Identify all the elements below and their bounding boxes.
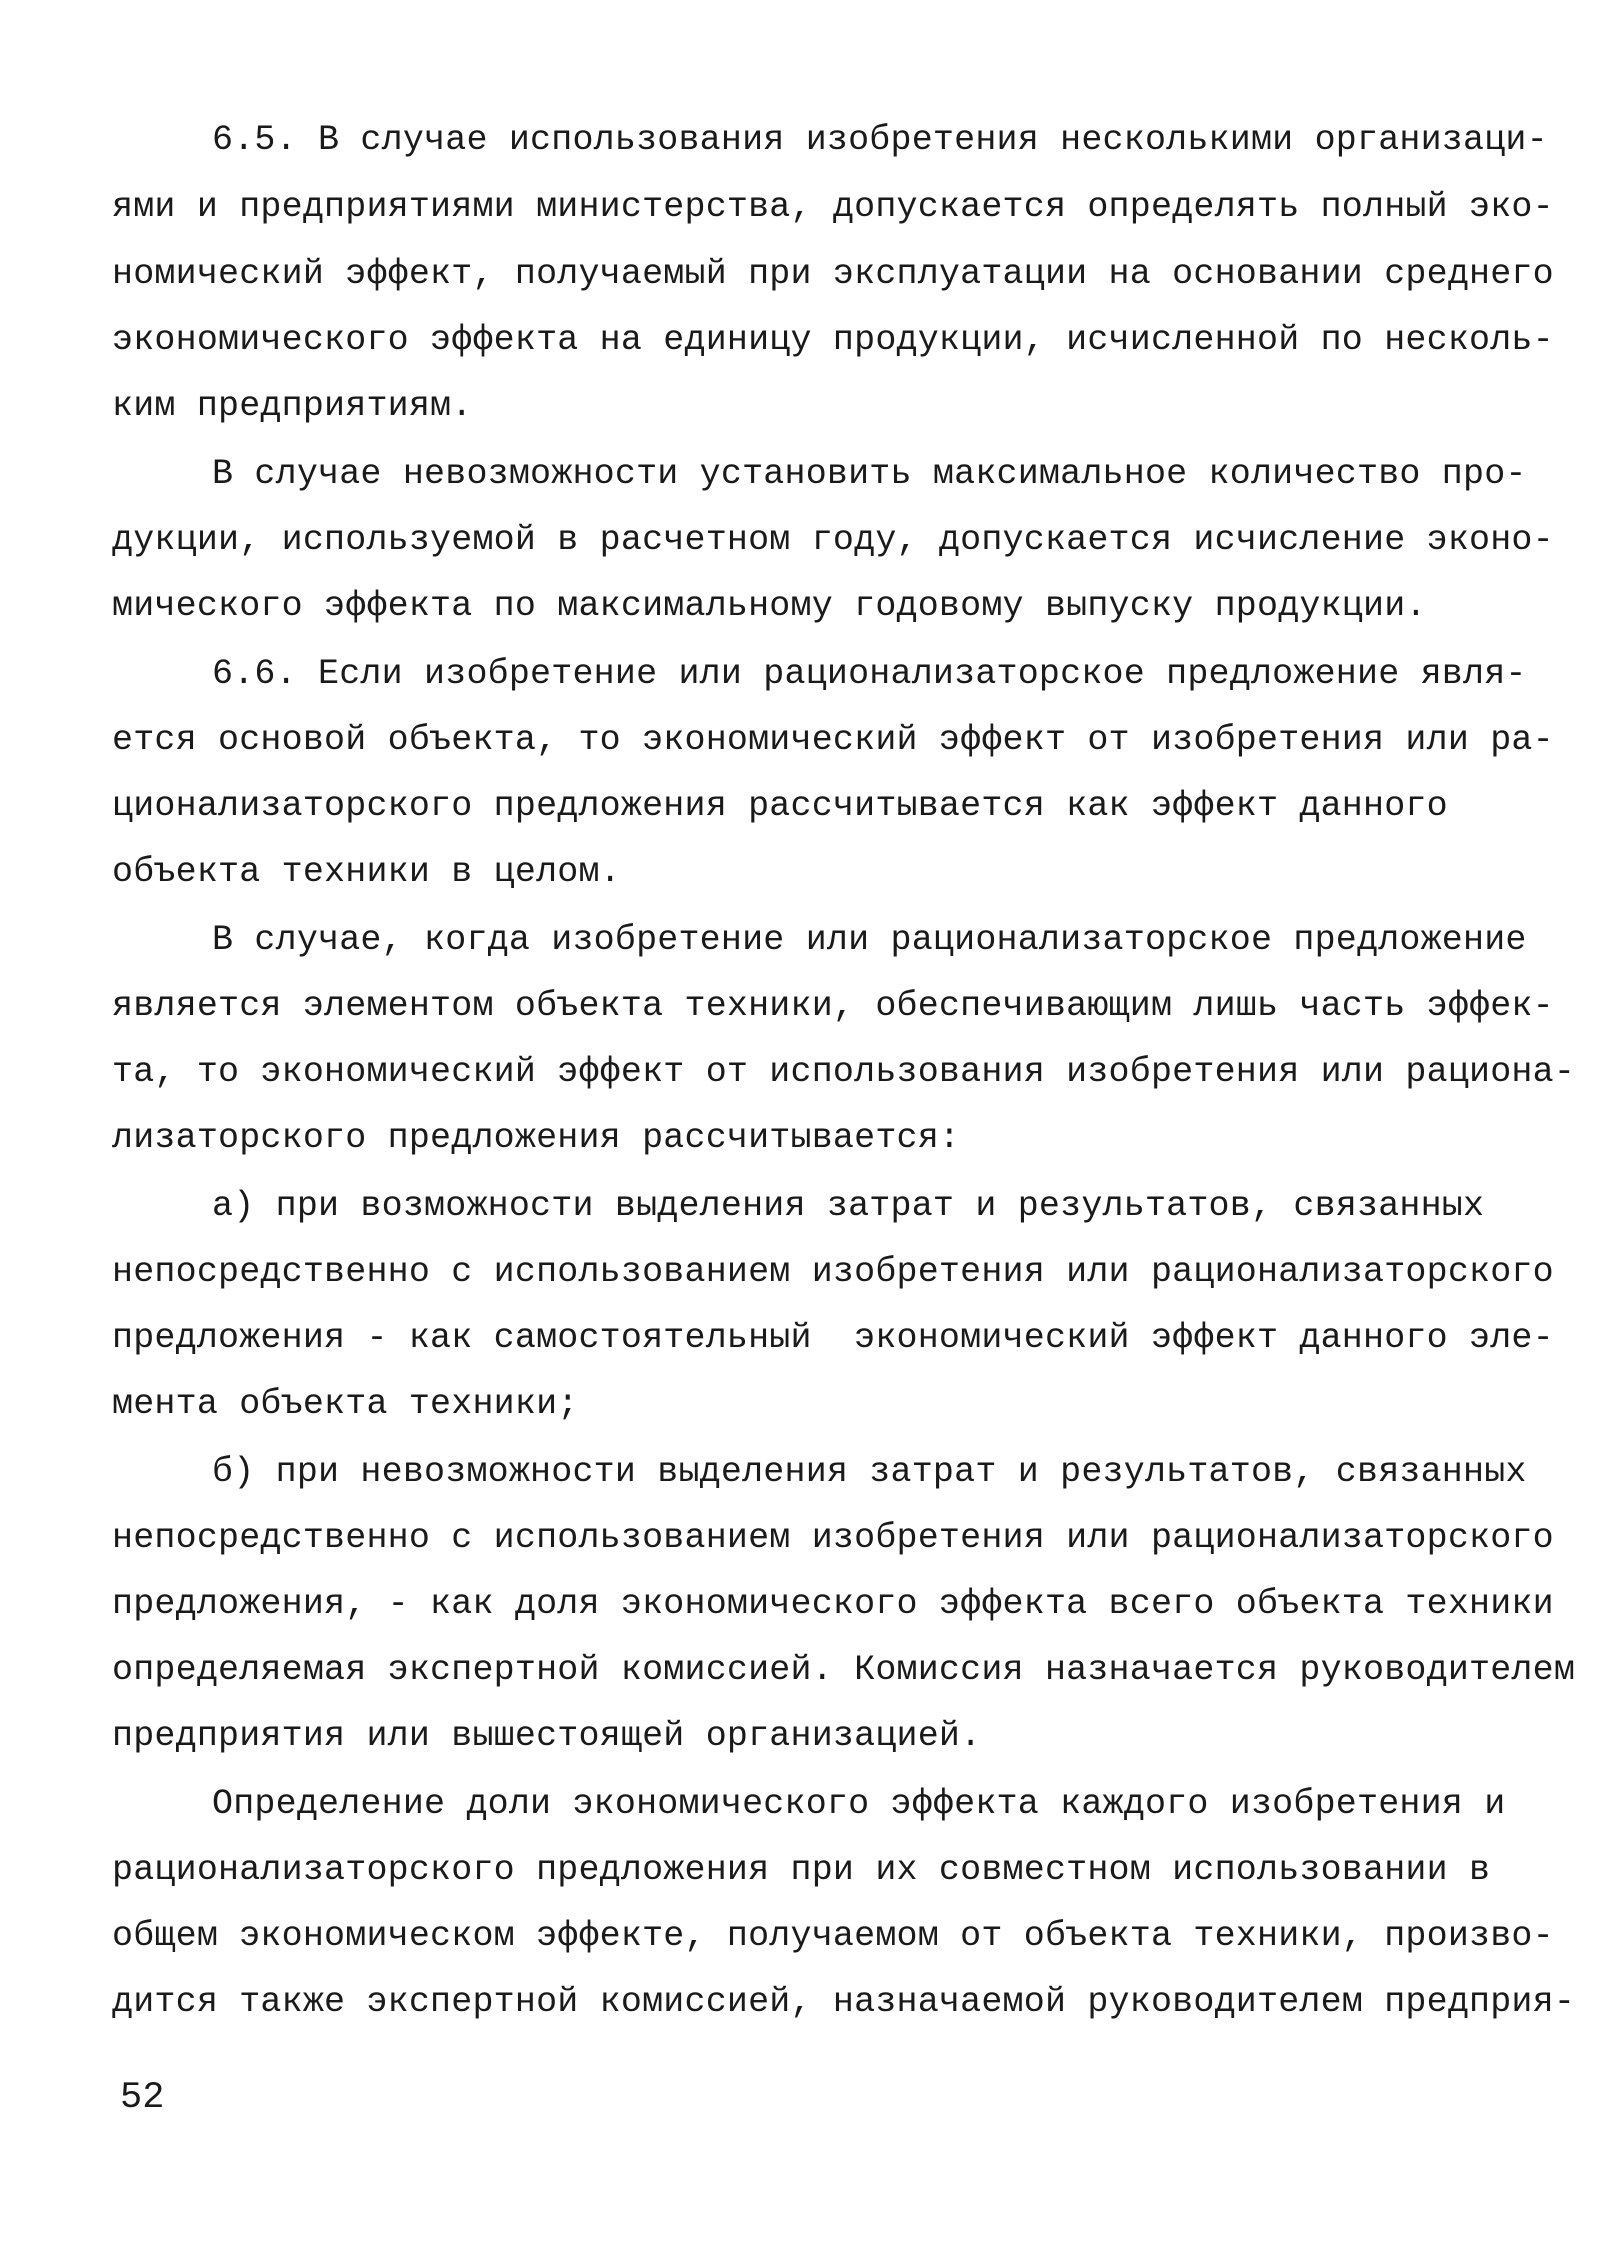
text-line: ется основой объекта, то экономический эффект от изобретения или ра- — [112, 720, 1554, 760]
text-line: дукции, используемой в расчетном году, допускается исчисление эконо- — [112, 520, 1554, 560]
text-line: номический эффект, получаемый при эксплуатации на основании среднего — [112, 254, 1554, 294]
text-line: объекта техники в целом. — [112, 852, 621, 892]
text-line: та, то экономический эффект от использования изобретения или рациона- — [112, 1052, 1576, 1092]
text-line: 6.6. Если изобретение или рационализаторское предложение явля- — [212, 654, 1527, 694]
text-line: ционализаторского предложения рассчитывается как эффект данного — [112, 786, 1448, 826]
text-line: мического эффекта по максимальному годовому выпуску продукции. — [112, 586, 1427, 626]
text-line: ким предприятиям. — [112, 386, 473, 426]
text-line: б) при невозможности выделения затрат и результатов, связанных — [212, 1452, 1527, 1492]
text-line: Определение доли экономического эффекта каждого изобретения и — [212, 1784, 1506, 1824]
text-line: предприятия или вышестоящей организацией. — [112, 1716, 982, 1756]
text-line: является элементом объекта техники, обеспечивающим лишь часть эффек- — [112, 986, 1554, 1026]
text-line: дится также экспертной комиссией, назначаемой руководителем предприя- — [112, 1982, 1576, 2022]
text-line: непосредственно с использованием изобретения или рационализаторского — [112, 1518, 1554, 1558]
text-line: экономического эффекта на единицу продукции, исчисленной по несколь- — [112, 320, 1554, 360]
text-line: общем экономическом эффекте, получаемом от объекта техники, произво- — [112, 1916, 1554, 1956]
text-line: В случае, когда изобретение или рационализаторское предложение — [212, 920, 1527, 960]
text-line: мента объекта техники; — [112, 1384, 579, 1424]
text-line: ями и предприятиями министерства, допускается определять полный эко- — [112, 187, 1554, 227]
text-line: предложения - как самостоятельный экономический эффект данного эле- — [112, 1318, 1554, 1358]
text-line: лизаторского предложения рассчитывается: — [112, 1118, 961, 1158]
text-line: непосредственно с использованием изобретения или рационализаторского — [112, 1252, 1554, 1292]
text-line: предложения, - как доля экономического эффекта всего объекта техники — [112, 1584, 1554, 1624]
text-line: В случае невозможности установить максимальное количество про- — [212, 454, 1527, 494]
text-line: определяемая экспертной комиссией. Комиссия назначается руководителем — [112, 1650, 1576, 1690]
text-line: рационализаторского предложения при их совместном использовании в — [112, 1850, 1491, 1890]
text-line: а) при возможности выделения затрат и результатов, связанных — [212, 1186, 1485, 1226]
page-number: 52 — [120, 2077, 165, 2119]
text-line: 6.5. В случае использования изобретения несколькими организаци- — [212, 120, 1548, 160]
